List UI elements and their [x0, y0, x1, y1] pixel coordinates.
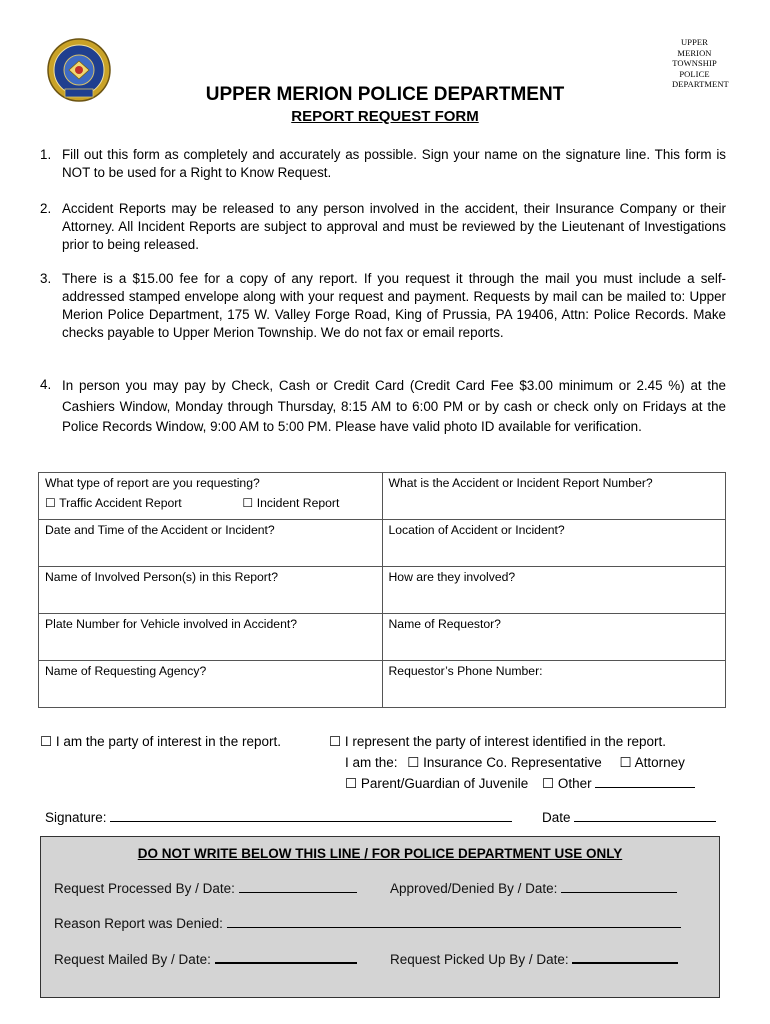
- location-label: Location of Accident or Incident?: [388, 523, 565, 537]
- phone-label: Requestor’s Phone Number:: [388, 664, 543, 678]
- date-label: Date: [542, 810, 571, 825]
- signature-row: [45, 810, 512, 825]
- form-subtitle: REPORT REQUEST FORM: [291, 108, 479, 125]
- logo-line: UPPER: [681, 37, 708, 47]
- denied-reason-row: [54, 916, 681, 931]
- incident-report-checkbox[interactable]: ☐ Incident Report: [242, 496, 340, 510]
- instruction-item: [40, 146, 726, 182]
- how-involved-cell[interactable]: [382, 567, 726, 614]
- approved-label: Approved/Denied By / Date:: [390, 881, 558, 896]
- mailed-field[interactable]: [215, 962, 357, 964]
- table-row: [39, 661, 726, 708]
- logo-line: DEPARTMENT: [672, 79, 729, 89]
- table-row: [39, 567, 726, 614]
- report-number-cell[interactable]: [382, 473, 726, 520]
- instruction-number: 4.: [40, 377, 52, 392]
- i-am-the-label: I am the:: [345, 755, 398, 770]
- picked-up-field[interactable]: [572, 962, 678, 964]
- instruction-text: There is a $15.00 fee for a copy of any report. If you request it through the mail you must include a self-addressed stamped envelope along with your request and payment. Requests by mail can be mailed to: Upper Merion Police Department, 175 W. Valley Forge Road, King of Prussia, PA 19406, Attn: Police Records. Make checks payable to Upper Merion Township. We do not fax or email reports.: [62, 271, 726, 340]
- instruction-number: 2.: [40, 201, 52, 216]
- instruction-number: 3.: [40, 271, 52, 286]
- datetime-label: Date and Time of the Accident or Incident?: [45, 523, 275, 537]
- table-row: [39, 473, 726, 520]
- table-row: [39, 614, 726, 661]
- how-involved-label: How are they involved?: [388, 570, 516, 584]
- logo-line: MERION: [677, 47, 712, 58]
- involved-persons-cell[interactable]: [39, 567, 383, 614]
- datetime-cell[interactable]: [39, 520, 383, 567]
- report-number-label: What is the Accident or Incident Report Number?: [388, 476, 653, 490]
- relationship-row: [345, 752, 685, 773]
- plate-number-label: Plate Number for Vehicle involved in Accident?: [45, 617, 298, 631]
- mailed-row: [54, 952, 357, 967]
- signature-field[interactable]: [110, 821, 512, 822]
- logo-line: TOWNSHIP: [672, 58, 717, 68]
- instruction-item: [40, 270, 726, 342]
- other-input-line[interactable]: [595, 787, 695, 788]
- date-field[interactable]: [574, 821, 716, 822]
- request-info-table: [38, 472, 726, 708]
- party-of-interest-checkbox[interactable]: ☐ I am the party of interest in the report.: [40, 734, 281, 749]
- logo-line: POLICE: [679, 68, 710, 79]
- processed-row: [54, 881, 357, 896]
- approved-field[interactable]: [561, 892, 677, 893]
- relationship-row: [345, 773, 695, 794]
- attorney-checkbox[interactable]: ☐ Attorney: [619, 755, 685, 770]
- office-use-heading: DO NOT WRITE BELOW THIS LINE / FOR POLICE DEPARTMENT USE ONLY: [137, 846, 623, 861]
- location-cell[interactable]: [382, 520, 726, 567]
- represent-party-checkbox[interactable]: ☐ I represent the party of interest identified in the report.: [329, 734, 667, 749]
- requestor-name-label: Name of Requestor?: [388, 617, 501, 631]
- parent-guardian-checkbox[interactable]: ☐ Parent/Guardian of Juvenile: [345, 776, 529, 791]
- other-checkbox[interactable]: ☐ Other: [541, 776, 592, 791]
- agency-cell[interactable]: [39, 661, 383, 708]
- instruction-text: Accident Reports may be released to any person involved in the accident, their Insurance Company or their Attorney. All Incident Reports are subject to approval and must be reviewed by the Lieutenant of Investigations prior to being released.: [62, 201, 726, 252]
- instruction-item: [40, 376, 726, 438]
- denied-reason-field[interactable]: [227, 927, 681, 928]
- picked-up-row: [390, 952, 678, 967]
- agency-label: Name of Requesting Agency?: [45, 664, 207, 678]
- requestor-name-cell[interactable]: [382, 614, 726, 661]
- processed-label: Request Processed By / Date:: [54, 881, 235, 896]
- mailed-label: Request Mailed By / Date:: [54, 952, 211, 967]
- report-type-cell[interactable]: [39, 473, 383, 520]
- instruction-number: 1.: [40, 147, 52, 162]
- involved-persons-label: Name of Involved Person(s) in this Report?: [45, 570, 279, 584]
- plate-number-cell[interactable]: [39, 614, 383, 661]
- instruction-text: In person you may pay by Check, Cash or Credit Card (Credit Card Fee $3.00 minimum or 2.45 %) at the Cashiers Window, Monday through Thursday, 8:15 AM to 6:00 PM or by cash or check only on Fridays at the Police Records Window, 9:00 AM to 5:00 PM. Please have valid photo ID available for verification.: [62, 378, 726, 434]
- office-use-box: [40, 836, 720, 998]
- report-type-label: What type of report are you requesting?: [45, 476, 260, 490]
- instruction-text: Fill out this form as completely and accurately as possible. Sign your name on the signature line. This form is NOT to be used for a Right to Know Request.: [62, 147, 726, 180]
- signature-label: Signature:: [45, 810, 107, 825]
- denied-reason-label: Reason Report was Denied:: [54, 916, 223, 931]
- page-title: UPPER MERION POLICE DEPARTMENT: [205, 84, 565, 105]
- date-row: [542, 810, 716, 825]
- instruction-item: [40, 200, 726, 254]
- processed-field[interactable]: [239, 892, 357, 893]
- picked-up-label: Request Picked Up By / Date:: [390, 952, 569, 967]
- insurance-checkbox[interactable]: ☐ Insurance Co. Representative: [407, 755, 602, 770]
- table-row: [39, 520, 726, 567]
- traffic-accident-checkbox[interactable]: ☐ Traffic Accident Report: [45, 496, 182, 510]
- approved-row: [390, 881, 677, 896]
- township-police-logo: [672, 37, 729, 90]
- phone-cell[interactable]: [382, 661, 726, 708]
